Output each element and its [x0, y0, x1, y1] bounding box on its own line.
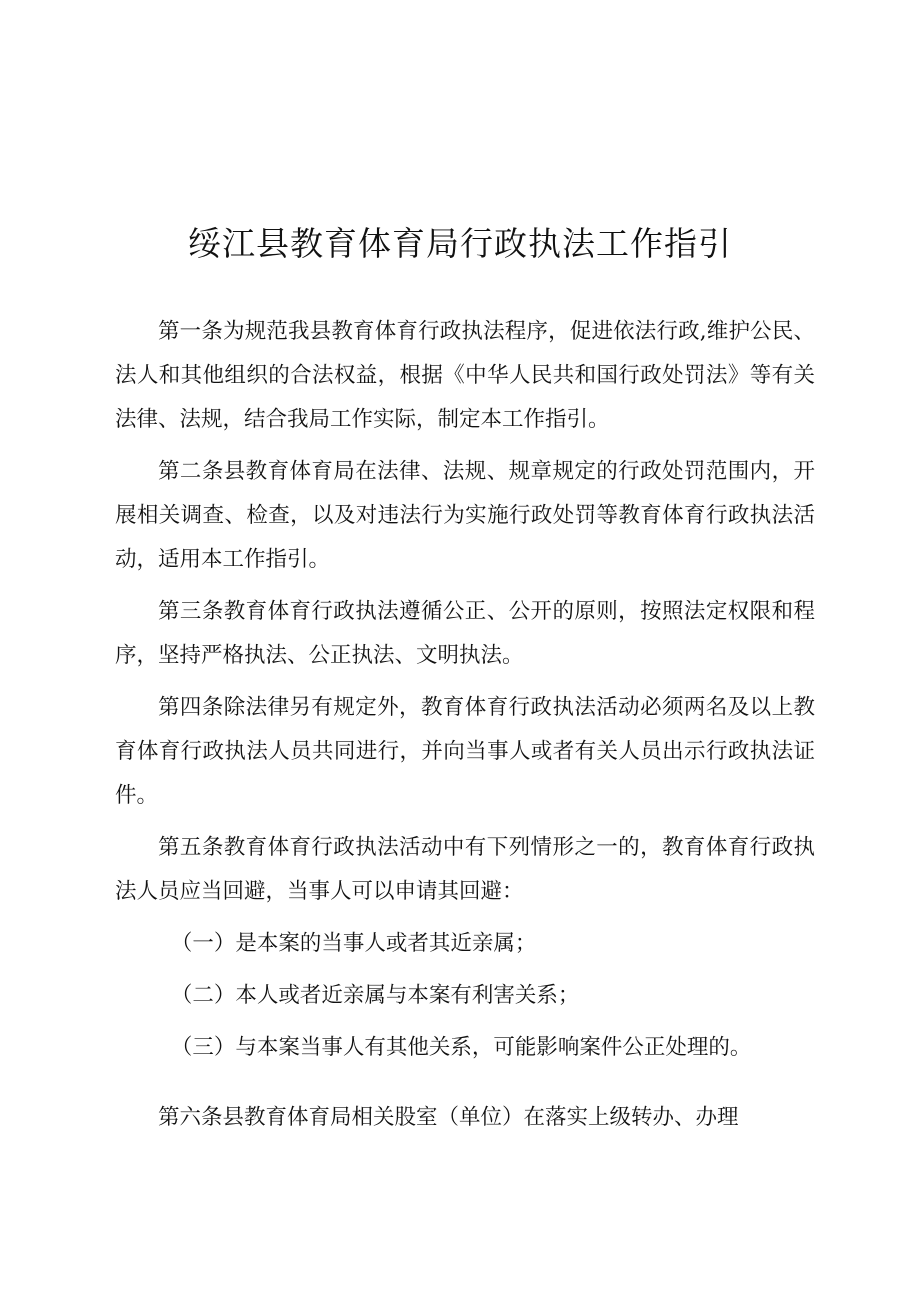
- article-3: 第三条教育体育行政执法遵循公正、公开的原则，按照法定权限和程序，坚持严格执法、公正执法、文明执法。: [115, 599, 815, 668]
- document-title: 绥江县教育体育局行政执法工作指引: [188, 224, 732, 263]
- article-2: 第二条县教育体育局在法律、法规、规章规定的行政处罚范围内，开展相关调查、检查，以及对违法行为实施行政处罚等教育体育行政执法活动，适用本工作指引。: [115, 459, 815, 572]
- article-5: 第五条教育体育行政执法活动中有下列情形之一的，教育体育行政执法人员应当回避，当事人可以申请其回避：: [115, 835, 815, 904]
- list-item-3: （三）与本案当事人有其他关系，可能影响案件公正处理的。: [170, 1035, 752, 1060]
- article-4: 第四条除法律另有规定外，教育体育行政执法活动必须两名及以上教育体育行政执法人员共同进行，并向当事人或者有关人员出示行政执法证件。: [115, 695, 815, 808]
- article-1: 第一条为规范我县教育体育行政执法程序，促进依法行政,维护公民、法人和其他组织的合法权益，根据《中华人民共和国行政处罚法》等有关法律、法规，结合我局工作实际，制定本工作指引。: [115, 319, 815, 432]
- list-item-2: （二）本人或者近亲属与本案有利害关系；: [170, 983, 580, 1008]
- list-item-1: （一）是本案的当事人或者其近亲属；: [170, 931, 537, 956]
- document-body: [115, 310, 815, 1148]
- article-6: 第六条县教育体育局相关股室（单位）在落实上级转办、办理: [158, 1105, 739, 1130]
